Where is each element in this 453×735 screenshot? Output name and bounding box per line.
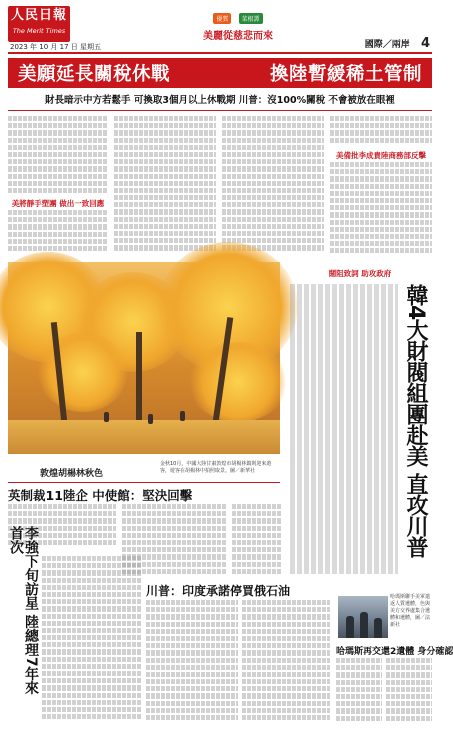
section-divider-lower <box>8 482 280 483</box>
section-name: 國際／兩岸 <box>364 40 410 50</box>
li-qiang-text <box>42 556 142 728</box>
article-column-1b <box>8 210 108 258</box>
masthead-divider <box>8 52 432 54</box>
promo-text: 美麗從慈悲而來 <box>203 31 273 42</box>
newspaper-logo <box>8 6 70 42</box>
masthead <box>0 0 440 50</box>
hamas-headline: 哈瑪斯再交還2遺體 身分確認 <box>336 647 453 657</box>
headline-subhead: 財長暗示中方若鬆手 可換取3個月以上休戰期 川普：沒100%關稅 不會被放在眼裡 <box>45 95 395 106</box>
column-subhead-a: 美將靜手塑團 做出一致回應 <box>11 199 105 208</box>
promo-tag: 優質 <box>213 13 231 24</box>
article-column-3 <box>222 116 324 258</box>
hamas-text-1 <box>336 658 382 728</box>
hamas-photo <box>338 596 388 638</box>
column-subhead-b: 美備批李成貴陸商務部反擊 <box>336 151 426 160</box>
trump-india-text-2 <box>242 600 330 728</box>
section-label <box>365 36 430 51</box>
korea-article-text <box>290 284 398 574</box>
logo-subtitle: The Merit Times <box>12 27 66 35</box>
promo-tag-2: 菜根譚 <box>239 13 263 24</box>
hamas-text-2 <box>386 658 432 728</box>
photo-caption-title: 敦煌胡楊林秋色 <box>40 469 104 479</box>
feature-photo-autumn-trees <box>8 262 280 454</box>
headline-banner <box>8 58 432 88</box>
article-column-4 <box>330 116 432 148</box>
subhead-divider <box>8 110 432 111</box>
trump-india-headline: 川普：印度承諾停買俄石油 <box>146 584 291 598</box>
photo-caption-text: 金秋10月，中國大陸甘肅敦煌市胡楊林鎮則迎來遊客，遊客在胡楊林中拍照取景。圖／新華社 <box>160 461 272 474</box>
trump-india-text-1 <box>146 600 238 728</box>
korea-headline: 韓4大財閥組團赴美 直攻川普 <box>403 284 428 557</box>
page-number: 4 <box>420 36 430 51</box>
uk-sanctions-headline: 英制裁11陸企 中使館：堅決回擊 <box>8 488 193 503</box>
promo-box <box>168 6 308 44</box>
article-column-1 <box>8 116 108 196</box>
hamas-photo-caption: 哈瑪斯聯手美軍遣返人質遺體，色與美方交界處集合遺體和遺體，圖／法新社 <box>390 594 431 628</box>
issue-date: 2023 年 10 月 17 日 星期五 <box>10 43 101 51</box>
uk-sanctions-text-3 <box>232 504 282 578</box>
korea-kicker: 闊阻致詞 助攻政府 <box>328 269 392 278</box>
li-qiang-headline: 李強下旬訪星 陸總理7年來首次 <box>8 526 39 695</box>
article-column-4b <box>330 162 432 258</box>
article-column-2 <box>114 116 216 258</box>
headline-right: 換陸暫緩稀土管制 <box>269 64 422 85</box>
logo-title: 人民日報 <box>10 8 67 23</box>
headline-left: 美願延長關稅休戰 <box>18 64 171 85</box>
